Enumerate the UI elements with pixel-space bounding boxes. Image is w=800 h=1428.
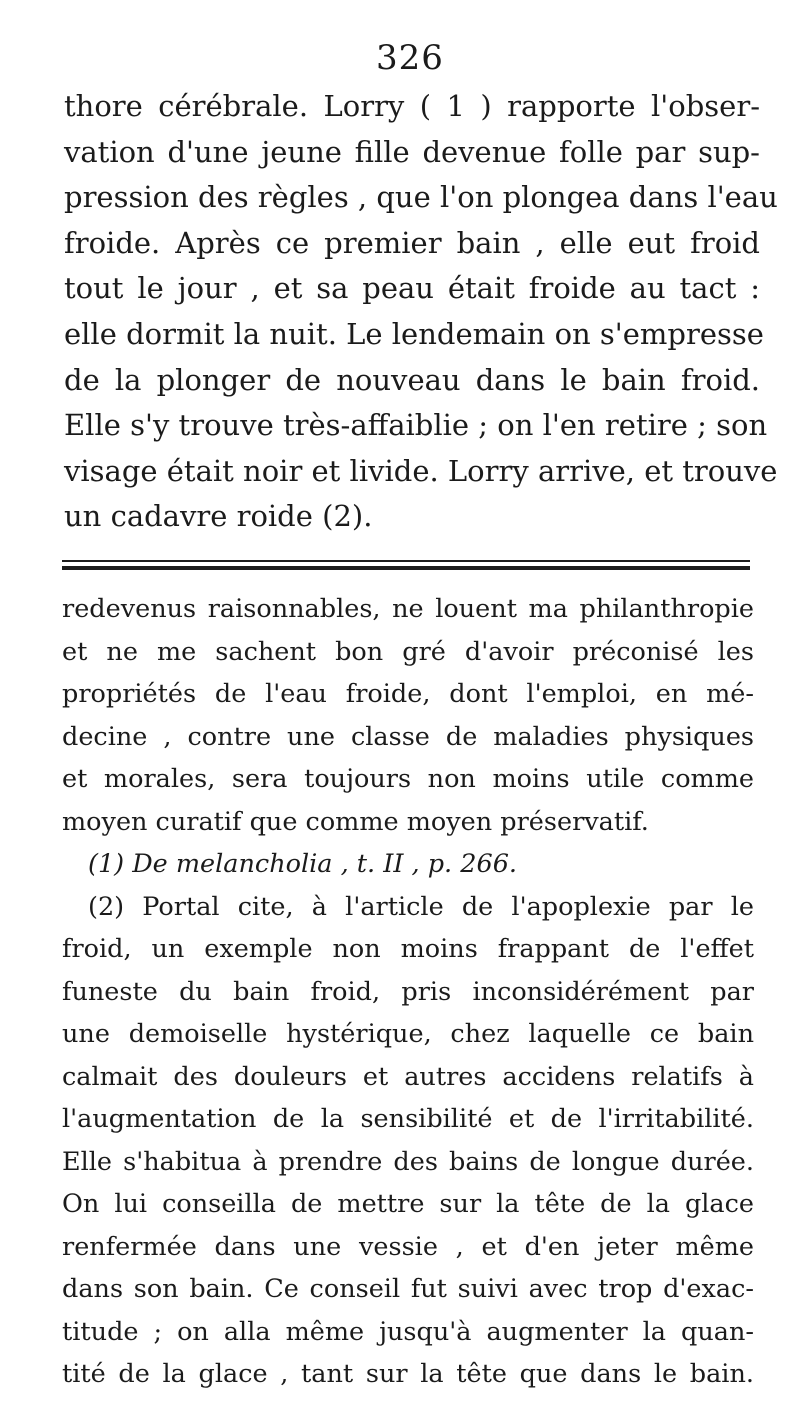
footnote-line: (2) Portal cite, à l'article de l'apoplexie par le <box>88 891 754 922</box>
footnote-line: tité de la glace , tant sur la tête que dans le bain. <box>62 1359 754 1389</box>
main-text-line: elle dormit la nuit. Le lendemain on s'empresse <box>64 316 764 351</box>
footnote-line: dans son bain. Ce conseil fut suivi avec trop d'exac- <box>62 1274 754 1304</box>
main-text-line: Elle s'y trouve très-affaiblie ; on l'en retire ; son <box>64 408 768 443</box>
footnote-line: propriétés de l'eau froide, dont l'emploi, en mé- <box>62 679 754 709</box>
footnote-reference: (1) De melancholia , t. II , p. 266. <box>88 849 518 879</box>
footnote-line: Elle s'habitua à prendre des bains de longue durée. <box>62 1146 754 1177</box>
main-text-line: tout le jour , et sa peau était froide au tact : <box>64 271 760 306</box>
footnote-line: moyen curatif que comme moyen préservatif. <box>62 806 649 837</box>
separator-rule <box>62 560 750 562</box>
footnote-line: une demoiselle hystérique, chez laquelle ce bain <box>62 1019 754 1049</box>
footnote-line: et ne me sachent bon gré d'avoir préconisé les <box>62 636 754 667</box>
footnote-line: On lui conseilla de mettre sur la tête de la glace <box>62 1189 754 1219</box>
footnote-line: renfermée dans une vessie , et d'en jeter même <box>62 1231 754 1262</box>
page-number: 326 <box>376 38 444 78</box>
main-text-line: vation d'une jeune fille devenue folle par sup- <box>64 134 760 169</box>
main-text-line: un cadavre roide (2). <box>64 499 373 534</box>
main-text-line: visage était noir et livide. Lorry arrive, et trouve <box>64 453 778 488</box>
footnote-line: froid, un exemple non moins frappant de l'effet <box>62 934 754 964</box>
footnote-line: decine , contre une classe de maladies physiques <box>62 721 754 752</box>
footnote-line: redevenus raisonnables, ne louent ma philanthropie <box>62 594 754 624</box>
footnote-line: calmait des douleurs et autres accidens relatifs à <box>62 1061 754 1092</box>
main-text <box>64 84 778 540</box>
footnote-line: et morales, sera toujours non moins utile comme <box>62 764 754 794</box>
main-text-line: froide. Après ce premier bain , elle eut froid <box>64 225 760 260</box>
main-text-line: de la plonger de nouveau dans le bain froid. <box>64 362 760 397</box>
footnote-line: l'augmentation de la sensibilité et de l'irritabilité. <box>62 1104 754 1134</box>
footnote-line: funeste du bain froid, pris inconsidérément par <box>62 976 754 1007</box>
separator-rule <box>62 566 750 570</box>
footnote-line: titude ; on alla même jusqu'à augmenter la quan- <box>62 1316 754 1347</box>
footnotes <box>62 588 754 1396</box>
main-text-line: pression des règles , que l'on plongea dans l'eau <box>64 180 778 215</box>
main-text-line: thore cérébrale. Lorry ( 1 ) rapporte l'obser- <box>64 89 760 123</box>
